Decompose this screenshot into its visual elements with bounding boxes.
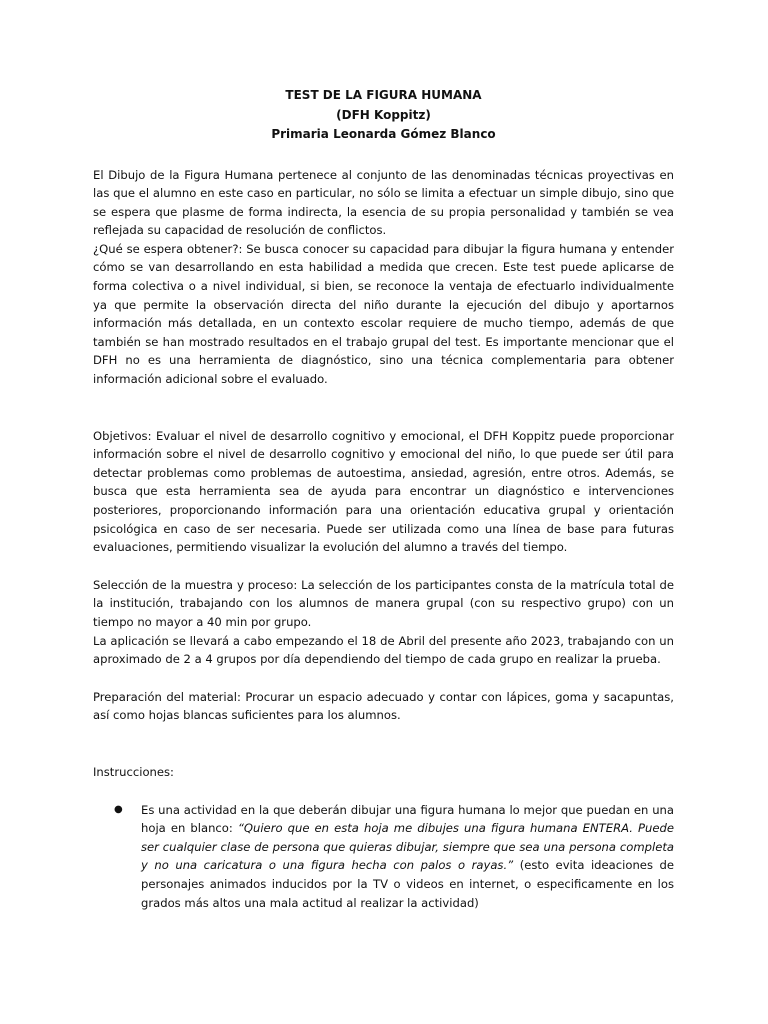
list-item [93,801,674,913]
instruction-text-end: (esto evita ideaciones de personajes animados inducidos por la TV o videos en internet, o especificamente en los grados más altos una mala actitud al realizar la actividad) [141,858,674,910]
spacer [93,557,674,576]
spacer [93,669,674,688]
document-header [93,86,674,145]
bullet-icon: ● [114,803,123,815]
instruction-quote: “Quiero que en esta hoja me dibujes una figura humana ENTERA. Puede ser cualquier clase de persona que quieras dibujar, siempre que sea una persona completa y no una caricatura o una figura hecha con palos o rayas.” [141,821,674,873]
intro-paragraph-1: El Dibujo de la Figura Humana pertenece al conjunto de las denominadas técnicas proyectivas en las que el alumno en este caso en particular, no sólo se limita a efectuar un simple dibujo, sino que se espera que plasme de forma indirecta, la esencia de su propia personalidad y también se vea reflejada su capacidad de resolución de conflictos. [93,167,674,238]
spacer [93,725,674,763]
preparacion-paragraph: Preparación del material: Procurar un espacio adecuado y contar con lápices, goma y sacapuntas, así como hojas blancas suficientes para los alumnos. [93,689,674,723]
document-title: TEST DE LA FIGURA HUMANA [285,88,482,102]
instrucciones-heading: Instrucciones: [93,764,174,779]
seleccion-paragraph-1: Selección de la muestra y proceso: La selección de los participantes consta de la matrícula total de la institución, trabajando con los alumnos de manera grupal (con su respectivo grupo) con un tiempo no mayor a 40 min por grupo. [93,577,674,629]
intro-paragraph-2: ¿Qué se espera obtener?: Se busca conocer su capacidad para dibujar la figura humana y entender cómo se van desarrollando en esta habilidad a medida que crecen. Este test puede aplicarse de forma colectiva o a nivel individual, si bien, se reconoce la ventaja de efectuarlo individualmente ya que permite la observación directa del niño durante la ejecución del dibujo y aportarnos información más detallada, en un contexto escolar requiere de mucho tiempo, además de que también se han mostrado resultados en el trabajo grupal del test. Es importante mencionar que el DFH no es una herramienta de diagnóstico, sino una técnica complementaria para obtener información adicional sobre el evaluado. [93,241,674,387]
document-subtitle: (DFH Koppitz) [336,107,431,122]
instrucciones-list [93,801,674,913]
spacer [93,782,674,801]
objetivos-paragraph: Objetivos: Evaluar el nivel de desarrollo cognitivo y emocional, el DFH Koppitz puede proporcionar información sobre el nivel de desarrollo cognitivo y emocional del niño, lo que puede ser útil para detectar problemas como problemas de autoestima, ansiedad, agresión, entre otros. Además, se busca que esta herramienta sea de ayuda para encontrar un diagnóstico e intervenciones posteriores, proporcionando información para una orientación educativa grupal y orientación psicológica en caso de ser necesaria. Puede ser utilizada como una línea de base para futuras evaluaciones, permitiendo visualizar la evolución del alumno a través del tiempo. [93,428,674,555]
spacer [93,389,674,427]
school-name: Primaria Leonarda Gómez Blanco [271,127,496,141]
instruction-text-start: Es una actividad en la que deberán dibujar una figura humana lo mejor que puedan en una hoja en blanco: [141,802,674,836]
seleccion-paragraph-2: La aplicación se llevará a cabo empezando el 18 de Abril del presente año 2023, trabajando con un aproximado de 2 a 4 grupos por día dependiendo del tiempo de cada grupo en realizar la prueba. [93,633,674,667]
